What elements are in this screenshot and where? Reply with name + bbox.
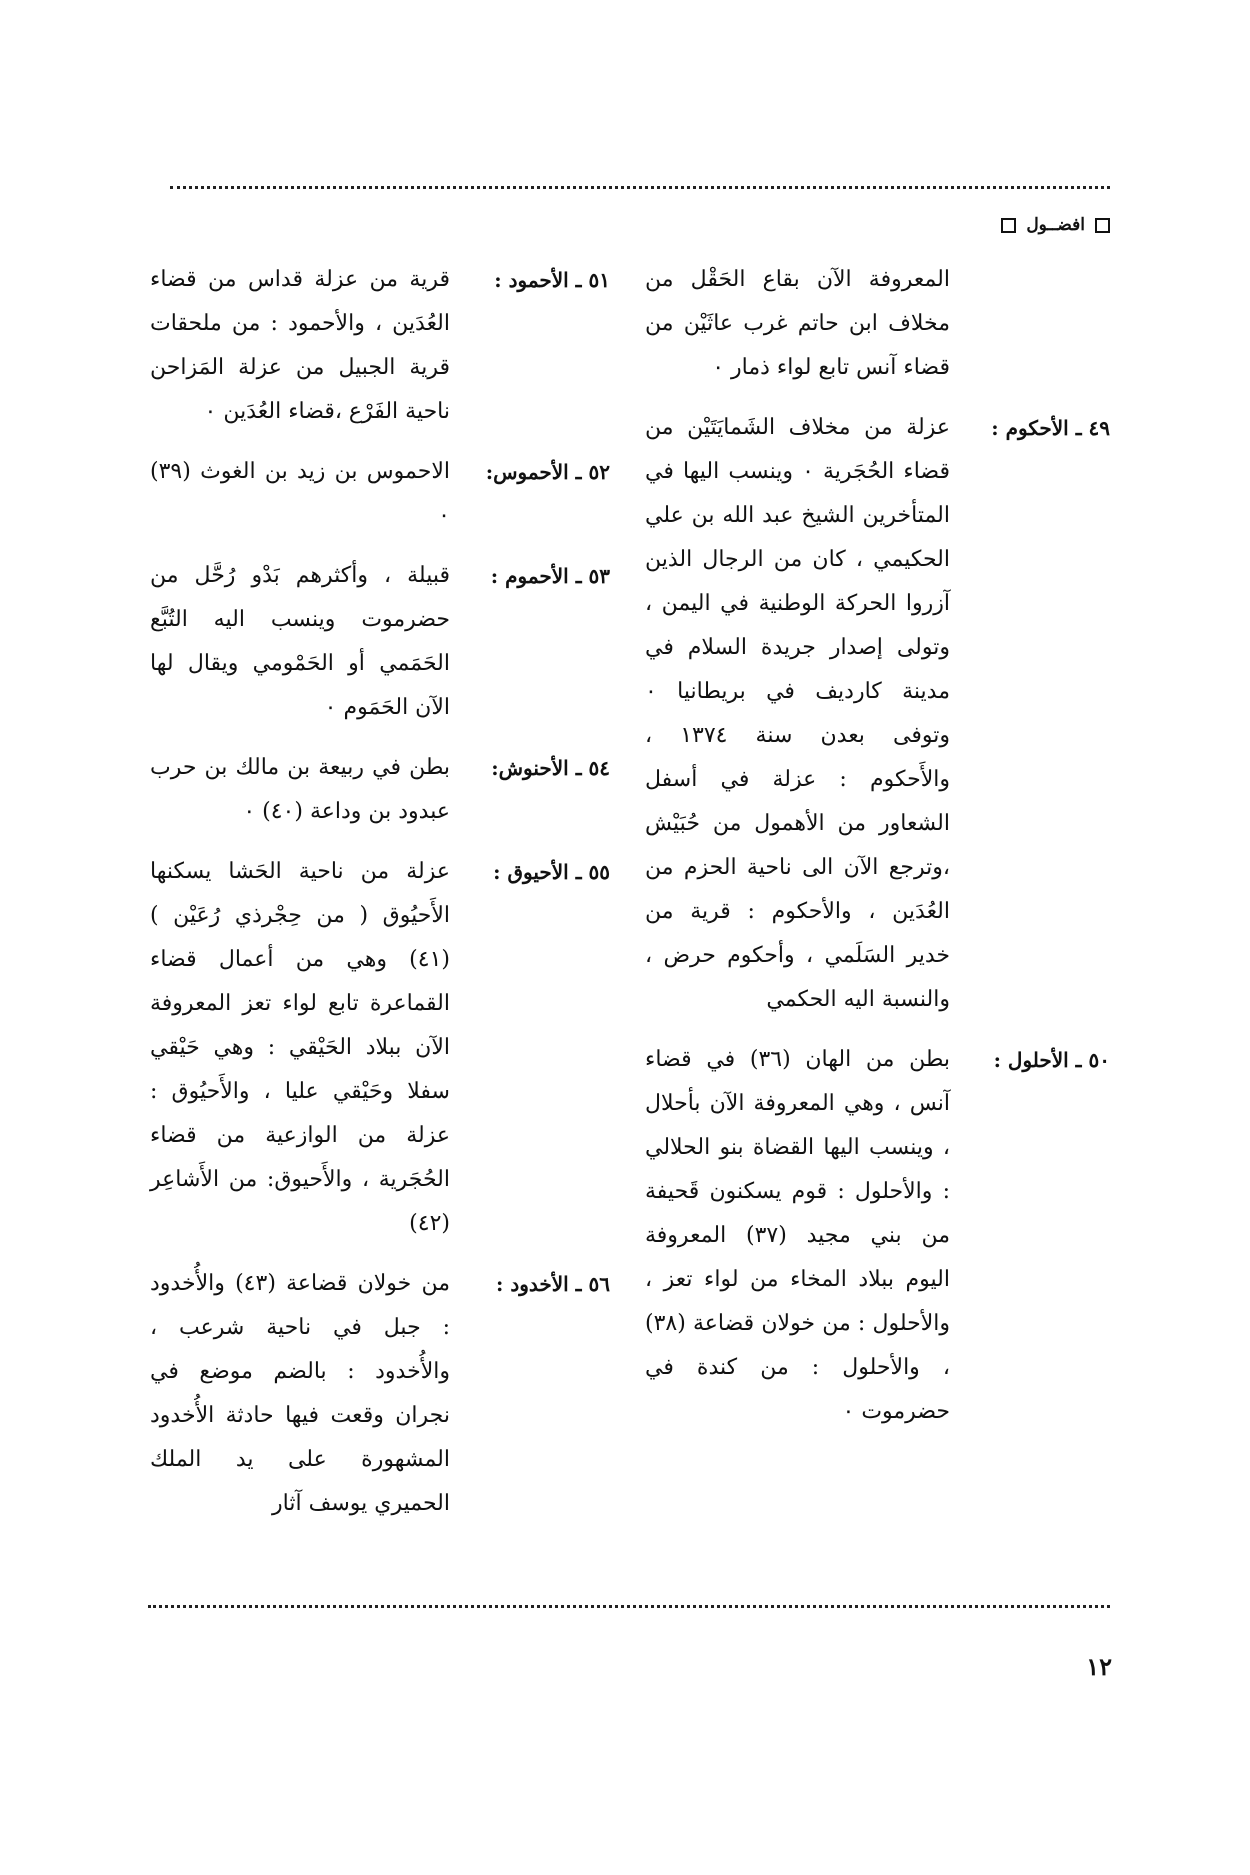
entry-49 — [645, 406, 1110, 1022]
entry-text: بطن في ربيعة بن مالك بن حرب عبدود بن وداعة (٤٠) ٠ — [150, 755, 450, 824]
continuation-text: المعروفة الآن بقاع الحَقْل من مخلاف ابن حاتم غرب عاثَيْن من قضاء آنس تابع لواء ذمار ٠ — [645, 267, 950, 380]
right-column — [645, 258, 1110, 1450]
page-number: ١٢ — [1086, 1652, 1112, 1681]
entry-heading: ٥٢ ـ الأحموس: — [485, 460, 610, 484]
header-title: افضــول — [1026, 215, 1085, 235]
entry-54 — [150, 746, 610, 834]
entry-52 — [150, 450, 610, 538]
entry-heading: ٥٥ ـ الأحيوق : — [493, 860, 610, 884]
entry-heading: ٥٣ ـ الأحموم : — [490, 564, 610, 588]
entry-text: الاحموس بن زيد بن الغوث (٣٩) ٠ — [150, 459, 450, 528]
entry-51 — [150, 258, 610, 434]
entry-56 — [150, 1262, 610, 1526]
entry-text: بطن من الهان (٣٦) في قضاء آنس ، وهي المعروفة الآن بأحلال ، وينسب اليها القضاة بنو الحلالي : والأحلول : قوم يسكنون قَحيفة من بني مجيد (٣٧) المعروفة اليوم ببلاد المخاء من لواء تعز ، والأحلول : من خولان قضاعة (٣٨) ، والأحلول : من كندة في حضرموت ٠ — [645, 1047, 950, 1424]
entry-text: قرية من عزلة قداس من قضاء العُدَين ، والأحمود : من ملحقات قرية الجبيل من عزلة المَزاحن ناحية الفَرْع ،قضاء العُدَين ٠ — [150, 267, 450, 424]
square-ornament-icon — [1001, 218, 1016, 233]
top-dotted-rule — [170, 186, 1110, 189]
entry-53 — [150, 554, 610, 730]
entry-heading: ٥٠ ـ الأحلول : — [993, 1048, 1110, 1072]
entry-55 — [150, 850, 610, 1246]
entry-text: عزلة من مخلاف الشَمايَتَيْن من قضاء الحُجَرية ٠ وينسب اليها في المتأخرين الشيخ عبد الله بن علي الحكيمي ، كان من الرجال الذين آزروا الحركة الوطنية في اليمن ، وتولى إصدار جريدة السلام في مدينة كارديف في بريطانيا ٠ وتوفى بعدن سنة ١٣٧٤ ، والأَحكوم : عزلة في أسفل الشعاور من الأهمول من حُبَيْش ،وترجع الآن الى ناحية الحزم من العُدَين ، والأحكوم : قرية من خدير السَلَمي ، وأحكوم حرض ، والنسبة اليه الحكمي — [645, 415, 951, 1012]
entry-heading: ٥٦ ـ الأخدود : — [495, 1272, 610, 1296]
entry-text: عزلة من ناحية الحَشا يسكنها الأَحيُوق ( من حِجْرذي رُعَيْن ) (٤١) وهي من أعمال قضاء القماعرة تابع لواء تعز المعروفة الآن ببلاد الحَيْقي : وهي حَيْقي سفلا وحَيْقي عليا ، والأَحيُوق : عزلة من الوازعية من قضاء الحُجَرية ، والأَحيوق: من الأَشاعِر (٤٢) — [150, 859, 450, 1236]
entry-text: قبيلة ، وأكثرهم بَدْو رُحَّل من حضرموت وينسب اليه التُبَّع الحَمَمي أو الحَمْومي ويقال لها الآن الحَمَوم ٠ — [150, 563, 450, 720]
running-header — [1001, 215, 1110, 235]
bottom-dotted-rule — [148, 1605, 1110, 1608]
square-ornament-icon — [1095, 218, 1110, 233]
entry-heading: ٥٤ ـ الأحنوش: — [491, 756, 610, 780]
entry-text: من خولان قضاعة (٤٣) والأُخدود : جبل في ناحية شرعب ، والأُخدود : بالضم موضع في نجران وقعت فيها حادثة الأُخدود المشهورة على يد الملك الحميري يوسف آثار — [150, 1271, 450, 1516]
left-column — [150, 258, 610, 1542]
entry-50 — [645, 1038, 1110, 1434]
entry-heading: ٤٩ ـ الأحكوم : — [991, 416, 1110, 440]
entry-heading: ٥١ ـ الأحمود : — [494, 268, 610, 292]
